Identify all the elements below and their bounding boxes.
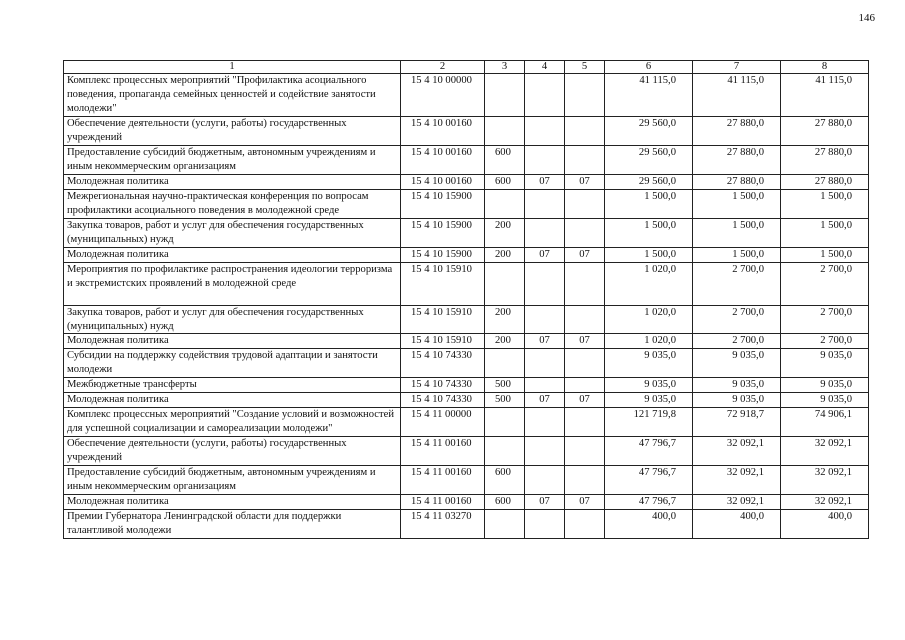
amount-col-6-cell: 47 796,7 (605, 466, 693, 495)
section-cell: 07 (525, 334, 565, 349)
amount-col-8-cell: 1 500,0 (781, 247, 869, 262)
row-name-cell: Молодежная политика (64, 174, 401, 189)
expense-type-cell: 200 (485, 305, 525, 334)
row-name-cell: Комплекс процессных мероприятий "Создание условий и возможностей для успешной социализации и самореализации молодежи" (64, 408, 401, 437)
amount-col-6-cell: 9 035,0 (605, 349, 693, 378)
subsection-cell: 07 (565, 174, 605, 189)
target-code-cell: 15 4 10 00160 (401, 145, 485, 174)
amount-col-7-cell: 2 700,0 (693, 334, 781, 349)
amount-col-6-cell: 29 560,0 (605, 145, 693, 174)
section-cell (525, 378, 565, 393)
table-row (64, 218, 869, 247)
amount-col-6-cell: 29 560,0 (605, 116, 693, 145)
header-col-7: 7 (693, 61, 781, 74)
section-cell (525, 466, 565, 495)
amount-col-6-cell: 9 035,0 (605, 393, 693, 408)
row-name-cell: Предоставление субсидий бюджетным, автономным учреждениям и иным некоммерческим организациям (64, 466, 401, 495)
amount-col-6-cell: 47 796,7 (605, 437, 693, 466)
amount-col-7-cell: 27 880,0 (693, 174, 781, 189)
table-row (64, 174, 869, 189)
amount-col-6-cell: 1 020,0 (605, 262, 693, 305)
row-name-cell: Субсидии на поддержку содействия трудовой адаптации и занятости молодежи (64, 349, 401, 378)
amount-col-7-cell: 1 500,0 (693, 218, 781, 247)
section-cell (525, 74, 565, 117)
subsection-cell (565, 74, 605, 117)
target-code-cell: 15 4 10 15910 (401, 334, 485, 349)
subsection-cell: 07 (565, 495, 605, 510)
expense-type-cell (485, 510, 525, 539)
row-name-cell: Премии Губернатора Ленинградской области для поддержки талантливой молодежи (64, 510, 401, 539)
target-code-cell: 15 4 10 15900 (401, 189, 485, 218)
amount-col-8-cell: 32 092,1 (781, 466, 869, 495)
table-row (64, 408, 869, 437)
table-row (64, 189, 869, 218)
header-col-4: 4 (525, 61, 565, 74)
amount-col-7-cell: 9 035,0 (693, 378, 781, 393)
amount-col-6-cell: 1 020,0 (605, 334, 693, 349)
target-code-cell: 15 4 11 00000 (401, 408, 485, 437)
amount-col-7-cell: 9 035,0 (693, 349, 781, 378)
expense-type-cell: 600 (485, 174, 525, 189)
amount-col-6-cell: 1 500,0 (605, 218, 693, 247)
amount-col-7-cell: 27 880,0 (693, 145, 781, 174)
row-name-cell: Межбюджетные трансферты (64, 378, 401, 393)
budget-table-container (63, 60, 868, 539)
table-row (64, 349, 869, 378)
target-code-cell: 15 4 10 74330 (401, 393, 485, 408)
table-row (64, 495, 869, 510)
amount-col-7-cell: 9 035,0 (693, 393, 781, 408)
amount-col-8-cell: 27 880,0 (781, 116, 869, 145)
subsection-cell (565, 262, 605, 305)
amount-col-6-cell: 121 719,8 (605, 408, 693, 437)
subsection-cell (565, 349, 605, 378)
amount-col-7-cell: 1 500,0 (693, 247, 781, 262)
amount-col-8-cell: 1 500,0 (781, 218, 869, 247)
amount-col-7-cell: 2 700,0 (693, 262, 781, 305)
amount-col-8-cell: 74 906,1 (781, 408, 869, 437)
amount-col-7-cell: 400,0 (693, 510, 781, 539)
budget-table (63, 60, 869, 539)
target-code-cell: 15 4 10 74330 (401, 349, 485, 378)
table-row (64, 334, 869, 349)
table-row (64, 74, 869, 117)
subsection-cell (565, 510, 605, 539)
subsection-cell (565, 408, 605, 437)
table-row (64, 262, 869, 305)
header-row (64, 61, 869, 74)
table-row (64, 247, 869, 262)
row-name-cell: Обеспечение деятельности (услуги, работы) государственных учреждений (64, 116, 401, 145)
amount-col-8-cell: 27 880,0 (781, 174, 869, 189)
section-cell (525, 408, 565, 437)
subsection-cell (565, 145, 605, 174)
expense-type-cell: 600 (485, 145, 525, 174)
amount-col-8-cell: 9 035,0 (781, 349, 869, 378)
row-name-cell: Закупка товаров, работ и услуг для обеспечения государственных (муниципальных) нужд (64, 305, 401, 334)
target-code-cell: 15 4 11 00160 (401, 437, 485, 466)
expense-type-cell (485, 262, 525, 305)
amount-col-6-cell: 400,0 (605, 510, 693, 539)
subsection-cell (565, 218, 605, 247)
amount-col-6-cell: 47 796,7 (605, 495, 693, 510)
header-col-5: 5 (565, 61, 605, 74)
target-code-cell: 15 4 10 15900 (401, 218, 485, 247)
amount-col-6-cell: 1 020,0 (605, 305, 693, 334)
subsection-cell (565, 437, 605, 466)
amount-col-8-cell: 1 500,0 (781, 189, 869, 218)
target-code-cell: 15 4 11 03270 (401, 510, 485, 539)
row-name-cell: Молодежная политика (64, 334, 401, 349)
subsection-cell (565, 116, 605, 145)
expense-type-cell (485, 116, 525, 145)
amount-col-6-cell: 9 035,0 (605, 378, 693, 393)
target-code-cell: 15 4 10 00160 (401, 174, 485, 189)
expense-type-cell: 200 (485, 334, 525, 349)
target-code-cell: 15 4 10 15910 (401, 305, 485, 334)
section-cell (525, 510, 565, 539)
row-name-cell: Молодежная политика (64, 495, 401, 510)
amount-col-8-cell: 2 700,0 (781, 305, 869, 334)
page-number: 146 (858, 12, 875, 24)
amount-col-7-cell: 27 880,0 (693, 116, 781, 145)
amount-col-8-cell: 32 092,1 (781, 437, 869, 466)
subsection-cell: 07 (565, 334, 605, 349)
target-code-cell: 15 4 10 00000 (401, 74, 485, 117)
expense-type-cell (485, 189, 525, 218)
header-col-3: 3 (485, 61, 525, 74)
expense-type-cell (485, 437, 525, 466)
header-col-2: 2 (401, 61, 485, 74)
amount-col-6-cell: 1 500,0 (605, 189, 693, 218)
section-cell (525, 349, 565, 378)
section-cell (525, 437, 565, 466)
section-cell (525, 305, 565, 334)
expense-type-cell: 600 (485, 466, 525, 495)
row-name-cell: Закупка товаров, работ и услуг для обеспечения государственных (муниципальных) нужд (64, 218, 401, 247)
subsection-cell: 07 (565, 247, 605, 262)
section-cell: 07 (525, 174, 565, 189)
subsection-cell (565, 466, 605, 495)
table-row (64, 378, 869, 393)
amount-col-8-cell: 27 880,0 (781, 145, 869, 174)
amount-col-8-cell: 2 700,0 (781, 334, 869, 349)
expense-type-cell: 500 (485, 378, 525, 393)
amount-col-8-cell: 41 115,0 (781, 74, 869, 117)
subsection-cell: 07 (565, 393, 605, 408)
table-row (64, 305, 869, 334)
expense-type-cell: 600 (485, 495, 525, 510)
amount-col-6-cell: 41 115,0 (605, 74, 693, 117)
row-name-cell: Мероприятия по профилактике распространения идеологии терроризма и экстремистских проявлений в молодежной среде (64, 262, 401, 305)
header-col-8: 8 (781, 61, 869, 74)
row-name-cell: Молодежная политика (64, 247, 401, 262)
table-row (64, 145, 869, 174)
target-code-cell: 15 4 11 00160 (401, 495, 485, 510)
amount-col-7-cell: 32 092,1 (693, 495, 781, 510)
expense-type-cell (485, 408, 525, 437)
amount-col-7-cell: 32 092,1 (693, 466, 781, 495)
row-name-cell: Предоставление субсидий бюджетным, автономным учреждениям и иным некоммерческим организациям (64, 145, 401, 174)
table-row (64, 437, 869, 466)
amount-col-6-cell: 29 560,0 (605, 174, 693, 189)
target-code-cell: 15 4 10 74330 (401, 378, 485, 393)
amount-col-7-cell: 1 500,0 (693, 189, 781, 218)
amount-col-7-cell: 72 918,7 (693, 408, 781, 437)
row-name-cell: Молодежная политика (64, 393, 401, 408)
target-code-cell: 15 4 11 00160 (401, 466, 485, 495)
expense-type-cell: 200 (485, 218, 525, 247)
section-cell (525, 262, 565, 305)
section-cell: 07 (525, 247, 565, 262)
amount-col-6-cell: 1 500,0 (605, 247, 693, 262)
section-cell (525, 145, 565, 174)
header-col-6: 6 (605, 61, 693, 74)
subsection-cell (565, 305, 605, 334)
expense-type-cell (485, 74, 525, 117)
expense-type-cell (485, 349, 525, 378)
section-cell (525, 189, 565, 218)
row-name-cell: Обеспечение деятельности (услуги, работы) государственных учреждений (64, 437, 401, 466)
amount-col-8-cell: 9 035,0 (781, 378, 869, 393)
amount-col-7-cell: 41 115,0 (693, 74, 781, 117)
target-code-cell: 15 4 10 00160 (401, 116, 485, 145)
table-body (64, 74, 869, 539)
amount-col-8-cell: 400,0 (781, 510, 869, 539)
table-row (64, 116, 869, 145)
amount-col-8-cell: 32 092,1 (781, 495, 869, 510)
section-cell (525, 116, 565, 145)
header-col-1: 1 (64, 61, 401, 74)
row-name-cell: Межрегиональная научно-практическая конференция по вопросам профилактики асоциального поведения в молодежной среде (64, 189, 401, 218)
amount-col-7-cell: 32 092,1 (693, 437, 781, 466)
section-cell: 07 (525, 393, 565, 408)
table-row (64, 393, 869, 408)
section-cell: 07 (525, 495, 565, 510)
target-code-cell: 15 4 10 15910 (401, 262, 485, 305)
target-code-cell: 15 4 10 15900 (401, 247, 485, 262)
table-row (64, 510, 869, 539)
amount-col-8-cell: 9 035,0 (781, 393, 869, 408)
subsection-cell (565, 189, 605, 218)
amount-col-7-cell: 2 700,0 (693, 305, 781, 334)
expense-type-cell: 500 (485, 393, 525, 408)
expense-type-cell: 200 (485, 247, 525, 262)
section-cell (525, 218, 565, 247)
table-row (64, 466, 869, 495)
subsection-cell (565, 378, 605, 393)
amount-col-8-cell: 2 700,0 (781, 262, 869, 305)
row-name-cell: Комплекс процессных мероприятий "Профилактика асоциального поведения, пропаганда семейных ценностей и содействие занятости молодежи" (64, 74, 401, 117)
